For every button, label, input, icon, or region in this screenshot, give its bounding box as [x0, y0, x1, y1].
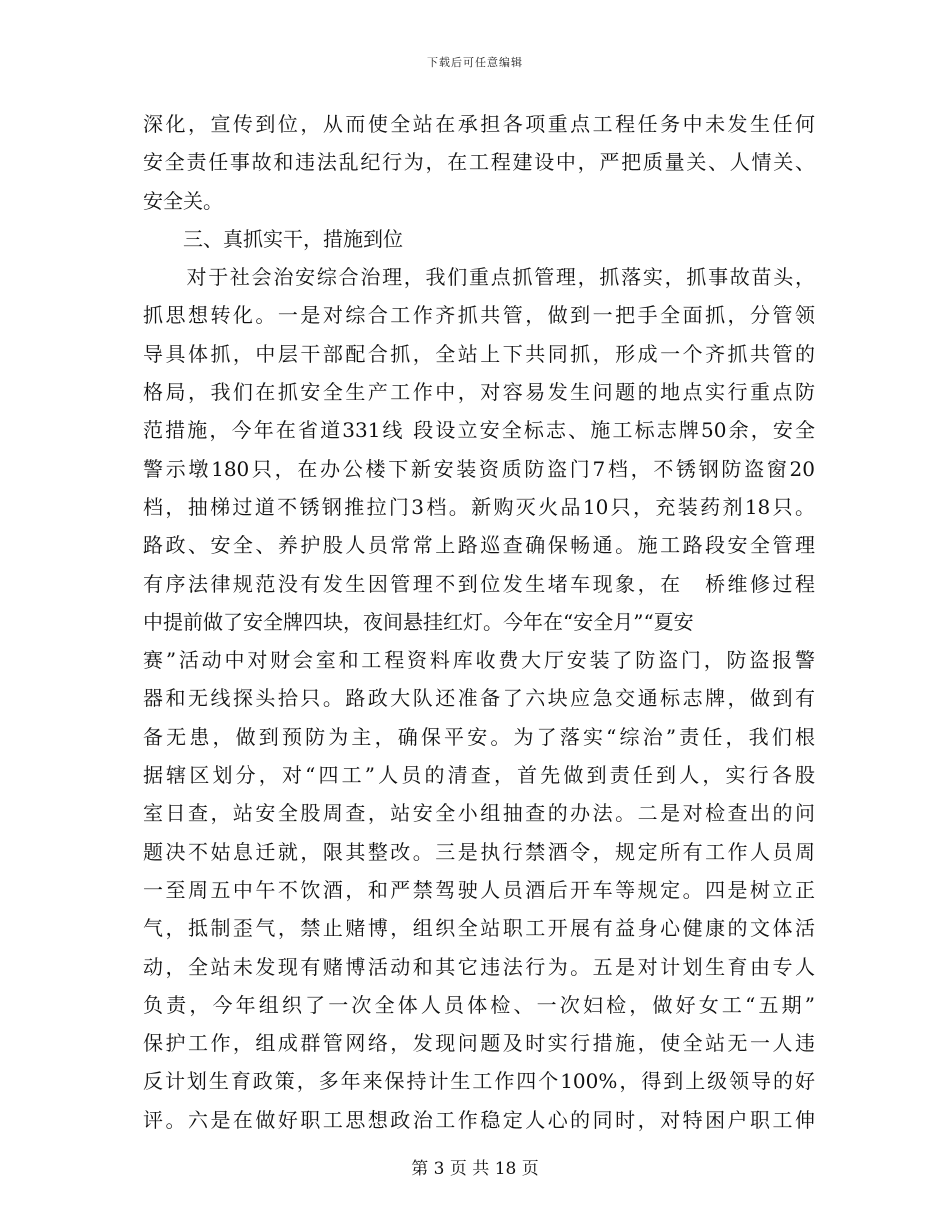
- body-line: 室日查，站安全股周查，站安全小组抽查的办法。二是对检查出的问: [143, 801, 815, 826]
- body-line: 一至周五中午不饮酒，和严禁驾驶人员酒后开车等规定。四是树立正: [143, 877, 815, 902]
- body-line: 负责，今年组织了一次全体人员体检、一次妇检，做好女工“五期”: [143, 992, 815, 1017]
- body-line: 安全关。: [143, 188, 223, 213]
- page-footer: 第 3 页 共 18 页: [411, 1159, 539, 1179]
- body-line: 赛”活动中对财会室和工程资料库收费大厅安装了防盗门，防盗报警: [143, 648, 815, 673]
- body-line: 器和无线探头拾只。路政大队还准备了六块应急交通标志牌，做到有: [143, 686, 815, 711]
- body-line: 动，全站未发现有赌博活动和其它违法行为。五是对计划生育由专人: [143, 954, 815, 979]
- body-line: 范措施，今年在省道331线 段设立安全标志、施工标志牌50余，安全: [143, 418, 815, 443]
- body-line: 警示墩180只，在办公楼下新安装资质防盗门7档，不锈钢防盗窗20: [143, 456, 815, 481]
- body-line: 安全责任事故和违法乱纪行为，在工程建设中，严把质量关、人情关、: [143, 150, 815, 175]
- body-line: 据辖区划分，对“四工”人员的清查，首先做到责任到人，实行各股: [143, 763, 815, 788]
- body-line: 有序法律规范没有发生因管理不到位发生堵车现象，在 桥维修过程: [143, 571, 815, 596]
- body-line: 评。六是在做好职工思想政治工作稳定人心的同时，对特困户职工伸: [143, 1107, 815, 1132]
- body-line: 对于社会治安综合治理，我们重点抓管理，抓落实，抓事故苗头，: [143, 265, 815, 290]
- body-line: 档，抽梯过道不锈钢推拉门3档。新购灭火品10只，充装药剂18只。: [143, 494, 815, 519]
- body-line: 路政、安全、养护股人员常常上路巡查确保畅通。施工路段安全管理: [143, 533, 815, 558]
- body-line: 中提前做了安全牌四块，夜间悬挂红灯。今年在“安全月”“夏安: [143, 609, 694, 634]
- body-line: 保护工作，组成群管网络，发现问题及时实行措施，使全站无一人违: [143, 1031, 815, 1056]
- body-line: 气，抵制歪气，禁止赌博，组织全站职工开展有益身心健康的文体活: [143, 916, 815, 941]
- body-line: 三、真抓实干，措施到位: [143, 226, 403, 251]
- body-line: 深化，宣传到位，从而使全站在承担各项重点工程任务中未发生任何: [143, 112, 815, 136]
- body-line: 题决不姑息迁就，限其整改。三是执行禁酒令，规定所有工作人员周: [143, 839, 815, 864]
- document-body: [143, 105, 815, 1139]
- page-header: 下载后可任意编辑: [427, 56, 523, 69]
- body-line: 格局，我们在抓安全生产工作中，对容易发生问题的地点实行重点防: [143, 380, 815, 405]
- body-line: 导具体抓，中层干部配合抓，全站上下共同抓，形成一个齐抓共管的: [143, 341, 815, 366]
- body-line: 反计划生育政策，多年来保持计生工作四个100%，得到上级领导的好: [143, 1069, 815, 1094]
- body-line: 抓思想转化。一是对综合工作齐抓共管，做到一把手全面抓，分管领: [143, 303, 815, 328]
- body-line: 备无患，做到预防为主，确保平安。为了落实“综治”责任，我们根: [143, 724, 815, 749]
